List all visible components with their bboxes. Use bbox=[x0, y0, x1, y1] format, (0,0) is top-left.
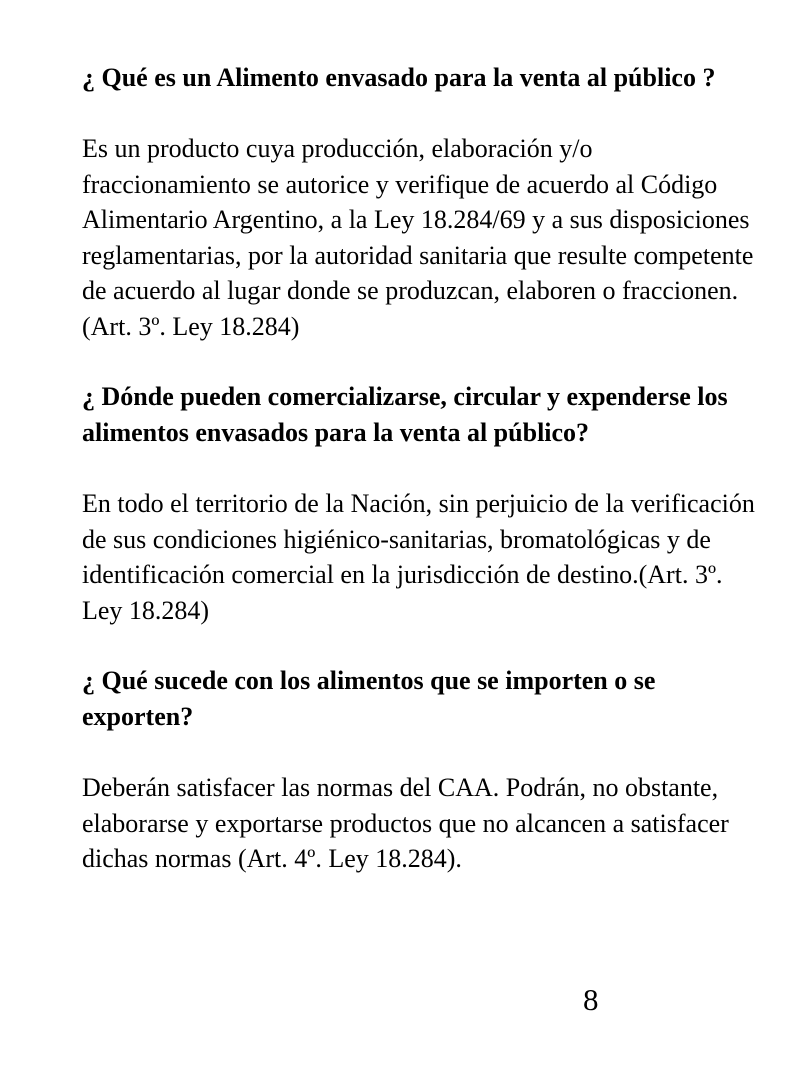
answer-paragraph: Deberán satisfacer las normas del CAA. Podrán, no obstante, elaborarse y exportarse productos que no alcancen a satisfacer dichas normas (Art. 4º. Ley 18.284). bbox=[82, 773, 729, 873]
answer-paragraph: Es un producto cuya producción, elaboración y/o fraccionamiento se autorice y verifique de acuerdo al Código Alimentario Argentino, a la Ley 18.284/69 y a sus disposiciones reglamentarias, por la autoridad sanitaria que resulte competente de acuerdo al lugar donde se produzcan, elaboren o fraccionen.(Art. 3º. Ley 18.284) bbox=[82, 134, 754, 341]
page-number: 8 bbox=[583, 982, 599, 1017]
document-page bbox=[82, 60, 762, 877]
question-heading: ¿ Qué es un Alimento envasado para la venta al público ? bbox=[82, 63, 716, 92]
spacer bbox=[82, 96, 762, 131]
spacer bbox=[82, 344, 762, 379]
question-heading: ¿ Dónde pueden comercializarse, circular y expenderse los alimentos envasados para la venta al público? bbox=[82, 382, 728, 447]
spacer bbox=[82, 451, 762, 486]
answer-paragraph: En todo el territorio de la Nación, sin perjuicio de la verificación de sus condiciones higiénico-sanitarias, bromatológicas y de identificación comercial en la jurisdicción de destino.(Art. 3º. Ley 18.284) bbox=[82, 489, 755, 625]
spacer bbox=[82, 735, 762, 770]
question-heading: ¿ Qué sucede con los alimentos que se importen o se exporten? bbox=[82, 666, 656, 731]
spacer bbox=[82, 628, 762, 663]
